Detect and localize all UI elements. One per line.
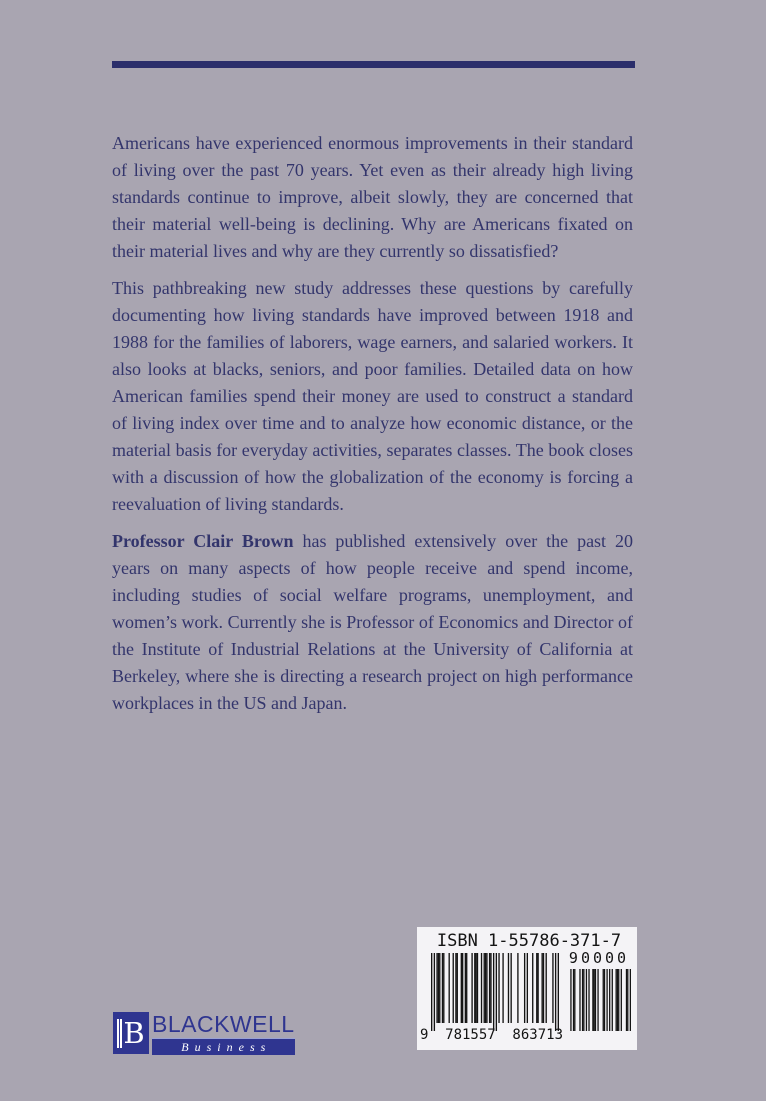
barcode-digit-prefix: 9: [420, 1027, 429, 1043]
publisher-name: BLACKWELL: [152, 1011, 295, 1037]
author-bio-text: has published extensively over the past 20 years on many aspects of how people receive and spend income, including studies of social welfare programs, unemployment, and women’s work. Currently she is Professor of Economics and Director of the Institute of Industrial Relations at the University of California at Berkeley, where she is directing a research project on high performance workplaces in the US and Japan.: [112, 531, 633, 713]
paragraph-living-standards: Americans have experienced enormous improvements in their standard of living over the past 70 years. Yet even as their already high living standards continue to improve, albeit slowly, they are concerned that their material well-being is declining. Why are Americans fixated on their material lives and why are they currently so dissatisfied?: [112, 133, 633, 261]
publisher-logo: [113, 1012, 295, 1055]
blackwell-b-icon: [113, 1012, 149, 1054]
publisher-division-banner: [152, 1038, 295, 1055]
ean13-barcode-icon: [431, 953, 559, 1031]
top-rule-divider: [112, 61, 635, 68]
barcode-digits-group1: 781557: [445, 1027, 496, 1043]
isbn-barcode-panel: [417, 927, 637, 1050]
publisher-logo-text: [152, 1012, 295, 1055]
barcode-supplement-number: 90000: [568, 949, 630, 967]
publisher-division-label: Business: [181, 1039, 272, 1054]
barcode-digits: [420, 1027, 563, 1043]
logo-letter: B: [117, 1019, 144, 1048]
blurb-text-block: [112, 130, 633, 727]
barcode-digits-group2: 863713: [512, 1027, 563, 1043]
paragraph-study-description: This pathbreaking new study addresses these questions by carefully documenting how living standards have improved between 1918 and 1988 for the families of laborers, wage earners, and salaried workers. It also looks at blacks, seniors, and poor families. Detailed data on how American families spend their money are used to construct a standard of living index over time and to analyze how economic distance, or the material basis for everyday activities, separates classes. The book closes with a discussion of how the globalization of the economy is forcing a reevaluation of living standards.: [112, 278, 633, 514]
isbn-number-label: ISBN 1-55786-371-7: [436, 931, 622, 951]
paragraph-author-bio: [112, 528, 633, 717]
ean5-supplement-barcode-icon: [569, 969, 631, 1031]
author-name: Professor Clair Brown: [112, 531, 294, 551]
